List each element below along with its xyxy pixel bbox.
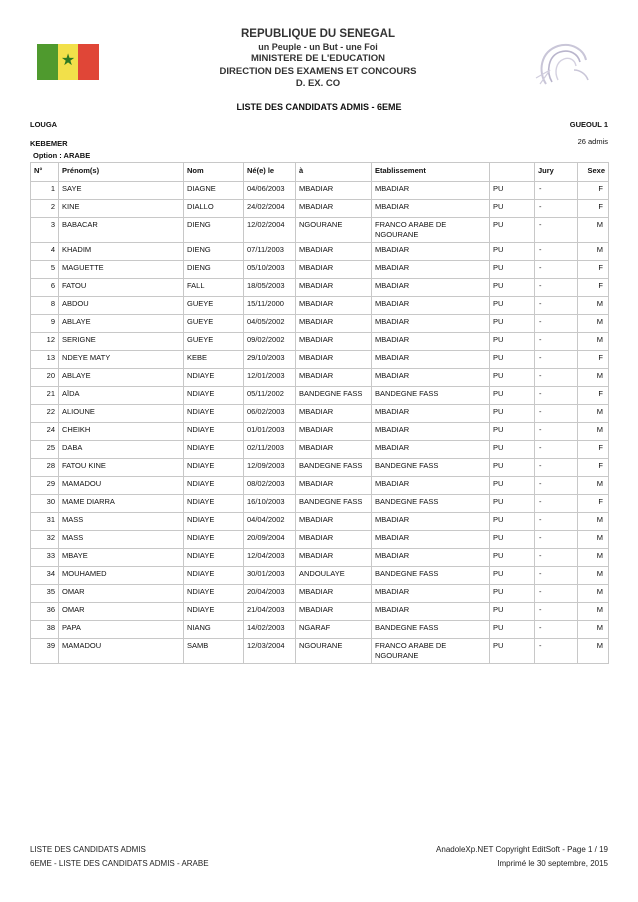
republic-name: REPUBLIQUE DU SENEGAL xyxy=(241,28,395,40)
cell-sex: M xyxy=(578,218,609,243)
cell-jury: - xyxy=(535,441,578,459)
cell-sex: M xyxy=(578,639,609,664)
cell-birthdate: 30/01/2003 xyxy=(244,567,296,585)
cell-number: 24 xyxy=(31,423,59,441)
cell-school: MBADIAR xyxy=(372,315,490,333)
header-birthdate: Né(e) le xyxy=(244,163,296,182)
cell-status: PU xyxy=(490,315,535,333)
table-row xyxy=(31,513,609,531)
cell-birthplace: MBADIAR xyxy=(296,531,372,549)
footer-left-2: 6EME - LISTE DES CANDIDATS ADMIS - ARABE xyxy=(30,859,209,868)
cell-school: MBADIAR xyxy=(372,279,490,297)
cell-birthplace: MBADIAR xyxy=(296,405,372,423)
cell-lastname: DIALLO xyxy=(184,200,244,218)
table-row xyxy=(31,441,609,459)
cell-school: MBADIAR xyxy=(372,441,490,459)
footer-right-1: AnadoleXp.NET Copyright EditSoft - Page 1 / 19 xyxy=(436,845,608,854)
cell-birthplace: MBADIAR xyxy=(296,423,372,441)
cell-sex: F xyxy=(578,261,609,279)
cell-school: MBADIAR xyxy=(372,603,490,621)
cell-birthplace: MBADIAR xyxy=(296,243,372,261)
cell-birthdate: 20/04/2003 xyxy=(244,585,296,603)
cell-lastname: NDIAYE xyxy=(184,549,244,567)
cell-school: MBADIAR xyxy=(372,423,490,441)
cell-number: 4 xyxy=(31,243,59,261)
cell-school: MBADIAR xyxy=(372,405,490,423)
cell-jury: - xyxy=(535,218,578,243)
cell-birthdate: 12/02/2004 xyxy=(244,218,296,243)
cell-jury: - xyxy=(535,387,578,405)
cell-number: 20 xyxy=(31,369,59,387)
cell-jury: - xyxy=(535,513,578,531)
table-row xyxy=(31,531,609,549)
cell-lastname: NDIAYE xyxy=(184,477,244,495)
cell-lastname: DIAGNE xyxy=(184,182,244,200)
cell-number: 6 xyxy=(31,279,59,297)
cell-birthplace: MBADIAR xyxy=(296,513,372,531)
cell-birthdate: 09/02/2002 xyxy=(244,333,296,351)
cell-lastname: NDIAYE xyxy=(184,603,244,621)
cell-birthplace: MBADIAR xyxy=(296,333,372,351)
cell-number: 2 xyxy=(31,200,59,218)
cell-status: PU xyxy=(490,243,535,261)
cell-status: PU xyxy=(490,200,535,218)
cell-school: MBADIAR xyxy=(372,585,490,603)
cell-status: PU xyxy=(490,549,535,567)
cell-status: PU xyxy=(490,531,535,549)
cell-firstname: SERIGNE xyxy=(59,333,184,351)
cell-school: BANDEGNE FASS xyxy=(372,459,490,477)
header-birthplace: à xyxy=(296,163,372,182)
cell-number: 31 xyxy=(31,513,59,531)
table-row xyxy=(31,567,609,585)
cell-jury: - xyxy=(535,182,578,200)
cell-jury: - xyxy=(535,200,578,218)
cell-firstname: ABDOU xyxy=(59,297,184,315)
cell-number: 21 xyxy=(31,387,59,405)
cell-number: 38 xyxy=(31,621,59,639)
cell-firstname: FATOU xyxy=(59,279,184,297)
cell-jury: - xyxy=(535,279,578,297)
cell-birthdate: 24/02/2004 xyxy=(244,200,296,218)
header-jury: Jury xyxy=(535,163,578,182)
cell-birthdate: 15/11/2000 xyxy=(244,297,296,315)
cell-firstname: MOUHAMED xyxy=(59,567,184,585)
cell-number: 30 xyxy=(31,495,59,513)
cell-birthplace: MBADIAR xyxy=(296,351,372,369)
cell-birthdate: 04/06/2003 xyxy=(244,182,296,200)
cell-status: PU xyxy=(490,333,535,351)
cell-birthdate: 04/05/2002 xyxy=(244,315,296,333)
cell-firstname: SAYE xyxy=(59,182,184,200)
cell-status: PU xyxy=(490,639,535,664)
cell-birthplace: NGARAF xyxy=(296,621,372,639)
footer-right-2: Imprimé le 30 septembre, 2015 xyxy=(497,859,608,868)
table-row xyxy=(31,495,609,513)
cell-jury: - xyxy=(535,639,578,664)
cell-lastname: SAMB xyxy=(184,639,244,664)
cell-lastname: NDIAYE xyxy=(184,585,244,603)
cell-jury: - xyxy=(535,351,578,369)
cell-number: 25 xyxy=(31,441,59,459)
table-row xyxy=(31,279,609,297)
cell-lastname: GUEYE xyxy=(184,333,244,351)
cell-number: 3 xyxy=(31,218,59,243)
cell-birthdate: 08/02/2003 xyxy=(244,477,296,495)
table-row xyxy=(31,297,609,315)
cell-sex: M xyxy=(578,585,609,603)
cell-status: PU xyxy=(490,369,535,387)
cell-lastname: NDIAYE xyxy=(184,369,244,387)
cell-jury: - xyxy=(535,531,578,549)
cell-status: PU xyxy=(490,387,535,405)
cell-birthdate: 07/11/2003 xyxy=(244,243,296,261)
cell-firstname: CHEIKH xyxy=(59,423,184,441)
cell-firstname: MAGUETTE xyxy=(59,261,184,279)
cell-sex: M xyxy=(578,567,609,585)
cell-number: 36 xyxy=(31,603,59,621)
direction-name: DIRECTION DES EXAMENS ET CONCOURS xyxy=(219,65,417,77)
cell-sex: M xyxy=(578,603,609,621)
cell-number: 1 xyxy=(31,182,59,200)
table-row xyxy=(31,315,609,333)
direction-acronym: D. EX. CO xyxy=(295,78,341,89)
cell-firstname: ABLAYE xyxy=(59,315,184,333)
cell-jury: - xyxy=(535,567,578,585)
cell-status: PU xyxy=(490,441,535,459)
cell-firstname: OMAR xyxy=(59,603,184,621)
table-header-row xyxy=(31,163,609,182)
cell-birthplace: BANDEGNE FASS xyxy=(296,495,372,513)
cell-status: PU xyxy=(490,351,535,369)
cell-birthdate: 12/09/2003 xyxy=(244,459,296,477)
cell-school: MBADIAR xyxy=(372,477,490,495)
cell-firstname: OMAR xyxy=(59,585,184,603)
ministry-name: MINISTERE DE L'EDUCATION xyxy=(250,53,386,64)
senegal-flag xyxy=(37,44,99,80)
cell-birthdate: 02/11/2003 xyxy=(244,441,296,459)
cell-birthplace: BANDEGNE FASS xyxy=(296,387,372,405)
cell-birthdate: 05/11/2002 xyxy=(244,387,296,405)
cell-birthplace: MBADIAR xyxy=(296,549,372,567)
cell-birthplace: MBADIAR xyxy=(296,477,372,495)
cell-number: 34 xyxy=(31,567,59,585)
cell-birthdate: 04/04/2002 xyxy=(244,513,296,531)
table-row xyxy=(31,369,609,387)
cell-firstname: BABACAR xyxy=(59,218,184,243)
option-label: Option : ARABE xyxy=(33,151,91,160)
header-lastname: Nom xyxy=(184,163,244,182)
cell-jury: - xyxy=(535,369,578,387)
cell-firstname: ABLAYE xyxy=(59,369,184,387)
cell-birthdate: 14/02/2003 xyxy=(244,621,296,639)
cell-status: PU xyxy=(490,218,535,243)
candidates-table xyxy=(30,162,609,664)
cell-birthplace: MBADIAR xyxy=(296,279,372,297)
cell-firstname: NDEYE MATY xyxy=(59,351,184,369)
cell-status: PU xyxy=(490,423,535,441)
star-icon: ★ xyxy=(60,52,76,69)
cell-jury: - xyxy=(535,603,578,621)
cell-sex: M xyxy=(578,369,609,387)
cell-birthplace: NGOURANE xyxy=(296,218,372,243)
cell-sex: F xyxy=(578,182,609,200)
cell-school: BANDEGNE FASS xyxy=(372,495,490,513)
cell-birthdate: 29/10/2003 xyxy=(244,351,296,369)
cell-sex: M xyxy=(578,513,609,531)
cell-lastname: NDIAYE xyxy=(184,513,244,531)
cell-status: PU xyxy=(490,182,535,200)
cell-sex: M xyxy=(578,297,609,315)
cell-jury: - xyxy=(535,585,578,603)
cell-firstname: MAMADOU xyxy=(59,639,184,664)
cell-firstname: KINE xyxy=(59,200,184,218)
cell-lastname: NDIAYE xyxy=(184,567,244,585)
cell-birthdate: 12/01/2003 xyxy=(244,369,296,387)
cell-lastname: GUEYE xyxy=(184,315,244,333)
table-row xyxy=(31,423,609,441)
cell-jury: - xyxy=(535,477,578,495)
header-status xyxy=(490,163,535,182)
cell-school: BANDEGNE FASS xyxy=(372,567,490,585)
cell-school: MBADIAR xyxy=(372,200,490,218)
cell-status: PU xyxy=(490,621,535,639)
cell-number: 33 xyxy=(31,549,59,567)
cell-lastname: GUEYE xyxy=(184,297,244,315)
cell-lastname: NDIAYE xyxy=(184,441,244,459)
cell-birthdate: 06/02/2003 xyxy=(244,405,296,423)
cell-birthplace: MBADIAR xyxy=(296,441,372,459)
cell-status: PU xyxy=(490,585,535,603)
cell-jury: - xyxy=(535,405,578,423)
cell-status: PU xyxy=(490,495,535,513)
motto: un Peuple - un But - une Foi xyxy=(258,41,378,52)
table-row xyxy=(31,477,609,495)
cell-sex: M xyxy=(578,621,609,639)
cell-school: FRANCO ARABE DE NGOURANE xyxy=(372,639,490,664)
cell-status: PU xyxy=(490,567,535,585)
cell-birthplace: MBADIAR xyxy=(296,297,372,315)
table-row xyxy=(31,585,609,603)
cell-number: 22 xyxy=(31,405,59,423)
cell-status: PU xyxy=(490,459,535,477)
table-row xyxy=(31,621,609,639)
cell-sex: M xyxy=(578,333,609,351)
letterhead xyxy=(200,28,436,91)
cell-birthdate: 12/03/2004 xyxy=(244,639,296,664)
cell-number: 13 xyxy=(31,351,59,369)
cell-lastname: NDIAYE xyxy=(184,495,244,513)
department-label: KEBEMER xyxy=(30,139,68,148)
cell-jury: - xyxy=(535,243,578,261)
cell-birthplace: MBADIAR xyxy=(296,200,372,218)
cell-school: MBADIAR xyxy=(372,549,490,567)
table-row xyxy=(31,387,609,405)
cell-school: BANDEGNE FASS xyxy=(372,387,490,405)
cell-sex: F xyxy=(578,200,609,218)
cell-lastname: FALL xyxy=(184,279,244,297)
cell-school: MBADIAR xyxy=(372,182,490,200)
cell-number: 29 xyxy=(31,477,59,495)
cell-status: PU xyxy=(490,513,535,531)
cell-sex: M xyxy=(578,423,609,441)
cell-lastname: DIENG xyxy=(184,218,244,243)
table-row xyxy=(31,549,609,567)
cell-school: FRANCO ARABE DE NGOURANE xyxy=(372,218,490,243)
cell-birthplace: MBADIAR xyxy=(296,315,372,333)
table-row xyxy=(31,261,609,279)
cell-firstname: FATOU KINE xyxy=(59,459,184,477)
cell-birthplace: ANDOULAYE xyxy=(296,567,372,585)
cell-jury: - xyxy=(535,423,578,441)
footer-left-1: LISTE DES CANDIDATS ADMIS xyxy=(30,845,146,854)
cell-sex: F xyxy=(578,459,609,477)
cell-school: MBADIAR xyxy=(372,243,490,261)
table-row xyxy=(31,243,609,261)
center-label: GUEOUL 1 xyxy=(569,120,608,129)
cell-lastname: NDIAYE xyxy=(184,423,244,441)
cell-lastname: KEBE xyxy=(184,351,244,369)
table-row xyxy=(31,351,609,369)
cell-firstname: MASS xyxy=(59,531,184,549)
cell-number: 28 xyxy=(31,459,59,477)
cell-firstname: MASS xyxy=(59,513,184,531)
cell-lastname: DIENG xyxy=(184,261,244,279)
cell-lastname: NDIAYE xyxy=(184,405,244,423)
cell-birthplace: MBADIAR xyxy=(296,261,372,279)
table-row xyxy=(31,333,609,351)
cell-birthdate: 21/04/2003 xyxy=(244,603,296,621)
cell-lastname: NDIAYE xyxy=(184,387,244,405)
cell-birthplace: MBADIAR xyxy=(296,369,372,387)
cell-lastname: NDIAYE xyxy=(184,459,244,477)
cell-sex: M xyxy=(578,405,609,423)
cell-number: 5 xyxy=(31,261,59,279)
cell-sex: F xyxy=(578,441,609,459)
cell-school: MBADIAR xyxy=(372,531,490,549)
table-row xyxy=(31,182,609,200)
cell-firstname: MAMADOU xyxy=(59,477,184,495)
cell-sex: F xyxy=(578,279,609,297)
cell-school: MBADIAR xyxy=(372,297,490,315)
cell-birthdate: 16/10/2003 xyxy=(244,495,296,513)
cell-number: 12 xyxy=(31,333,59,351)
cell-firstname: MBAYE xyxy=(59,549,184,567)
cell-jury: - xyxy=(535,297,578,315)
cell-firstname: PAPA xyxy=(59,621,184,639)
cell-status: PU xyxy=(490,477,535,495)
cell-status: PU xyxy=(490,279,535,297)
ministry-logo-icon xyxy=(528,40,598,86)
cell-school: MBADIAR xyxy=(372,513,490,531)
header-number: N° xyxy=(31,163,59,182)
cell-birthplace: MBADIAR xyxy=(296,182,372,200)
header-sex: Sexe xyxy=(578,163,609,182)
cell-school: MBADIAR xyxy=(372,333,490,351)
header-firstname: Prénom(s) xyxy=(59,163,184,182)
cell-lastname: DIENG xyxy=(184,243,244,261)
cell-jury: - xyxy=(535,261,578,279)
cell-jury: - xyxy=(535,315,578,333)
table-row xyxy=(31,218,609,243)
cell-school: MBADIAR xyxy=(372,261,490,279)
table-row xyxy=(31,639,609,664)
cell-number: 9 xyxy=(31,315,59,333)
document-title: LISTE DES CANDIDATS ADMIS - 6EME xyxy=(236,102,402,112)
cell-school: MBADIAR xyxy=(372,369,490,387)
cell-number: 39 xyxy=(31,639,59,664)
admis-count: 26 admis xyxy=(577,137,608,146)
cell-birthplace: BANDEGNE FASS xyxy=(296,459,372,477)
cell-status: PU xyxy=(490,297,535,315)
cell-birthplace: MBADIAR xyxy=(296,585,372,603)
cell-birthdate: 20/09/2004 xyxy=(244,531,296,549)
cell-sex: M xyxy=(578,315,609,333)
table-row xyxy=(31,603,609,621)
cell-firstname: MAME DIARRA xyxy=(59,495,184,513)
table-row xyxy=(31,459,609,477)
cell-status: PU xyxy=(490,405,535,423)
cell-sex: F xyxy=(578,495,609,513)
region-label: LOUGA xyxy=(30,120,58,129)
cell-school: MBADIAR xyxy=(372,351,490,369)
cell-number: 32 xyxy=(31,531,59,549)
cell-firstname: DABA xyxy=(59,441,184,459)
cell-sex: F xyxy=(578,387,609,405)
cell-jury: - xyxy=(535,333,578,351)
cell-jury: - xyxy=(535,549,578,567)
cell-jury: - xyxy=(535,621,578,639)
cell-status: PU xyxy=(490,603,535,621)
cell-sex: M xyxy=(578,531,609,549)
cell-number: 35 xyxy=(31,585,59,603)
cell-lastname: NIANG xyxy=(184,621,244,639)
cell-sex: M xyxy=(578,477,609,495)
cell-firstname: ALIOUNE xyxy=(59,405,184,423)
cell-school: BANDEGNE FASS xyxy=(372,621,490,639)
cell-birthdate: 18/05/2003 xyxy=(244,279,296,297)
table-row xyxy=(31,200,609,218)
cell-sex: M xyxy=(578,549,609,567)
cell-birthplace: MBADIAR xyxy=(296,603,372,621)
table-row xyxy=(31,405,609,423)
cell-birthdate: 12/04/2003 xyxy=(244,549,296,567)
cell-status: PU xyxy=(490,261,535,279)
cell-number: 8 xyxy=(31,297,59,315)
cell-lastname: NDIAYE xyxy=(184,531,244,549)
cell-firstname: KHADIM xyxy=(59,243,184,261)
cell-sex: M xyxy=(578,243,609,261)
cell-birthdate: 01/01/2003 xyxy=(244,423,296,441)
cell-sex: F xyxy=(578,351,609,369)
cell-birthdate: 05/10/2003 xyxy=(244,261,296,279)
cell-jury: - xyxy=(535,459,578,477)
header-school: Etablissement xyxy=(372,163,490,182)
cell-firstname: AÏDA xyxy=(59,387,184,405)
cell-jury: - xyxy=(535,495,578,513)
cell-birthplace: NGOURANE xyxy=(296,639,372,664)
